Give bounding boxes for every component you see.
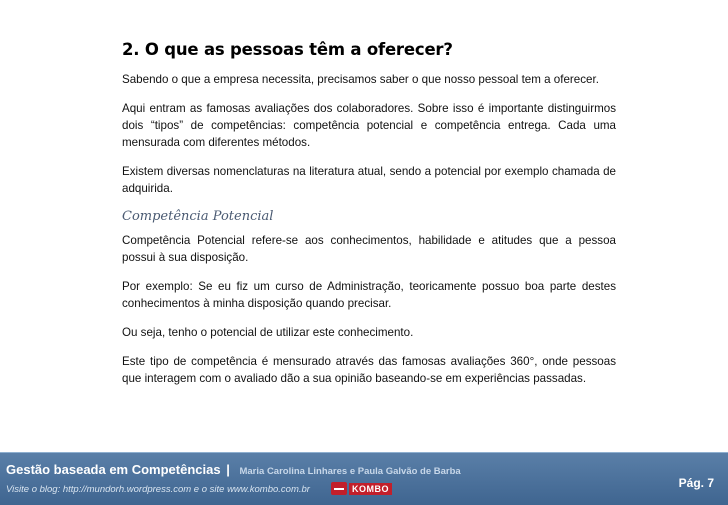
paragraph-sub-3: Ou seja, tenho o potencial de utilizar este conhecimento. xyxy=(122,326,414,339)
paragraph-sub-4: Este tipo de competência é mensurado através das famosas avaliações 360°, onde pessoas que interagem com o avaliado dão a sua opinião baseando-se em experiências passadas. xyxy=(122,355,616,385)
footer-title: Gestão baseada em Competências xyxy=(6,462,221,477)
paragraph-sub-2: Por exemplo: Se eu fiz um curso de Administração, teoricamente possuo boa parte destes conhecimentos à minha disposição quando precisar. xyxy=(122,280,616,310)
document-body xyxy=(122,40,616,399)
paragraph-sub-1: Competência Potencial refere-se aos conhecimentos, habilidade e atitudes que a pessoa possui à sua disposição. xyxy=(122,234,616,264)
footer-visit-text: Visite o blog: http://mundorh.wordpress.com e o site www.kombo.com.br xyxy=(6,484,310,495)
page-footer xyxy=(0,452,728,505)
subsection-heading: Competência Potencial xyxy=(122,209,274,224)
section-heading: 2. O que as pessoas têm a oferecer? xyxy=(122,40,453,59)
paragraph-intro-3: Existem diversas nomenclaturas na literatura atual, sendo a potencial por exemplo chamada de adquirida. xyxy=(122,165,616,195)
footer-separator: | xyxy=(226,462,230,477)
page-number: Pág. 7 xyxy=(678,476,714,490)
paragraph-intro-1: Sabendo o que a empresa necessita, precisamos saber o que nosso pessoal tem a oferecer. xyxy=(122,73,599,86)
footer-authors: Maria Carolina Linhares e Paula Galvão de Barba xyxy=(239,466,461,477)
kombo-logo xyxy=(331,481,392,496)
paragraph-intro-2: Aqui entram as famosas avaliações dos colaboradores. Sobre isso é importante distinguirmos dois “tipos” de competências: competência potencial e competência entrega. Cada uma mensurada com diferentes métodos. xyxy=(122,102,616,149)
kombo-logo-text: KOMBO xyxy=(349,483,392,495)
kombo-logo-icon xyxy=(331,482,347,495)
footer-title-line xyxy=(6,462,461,477)
